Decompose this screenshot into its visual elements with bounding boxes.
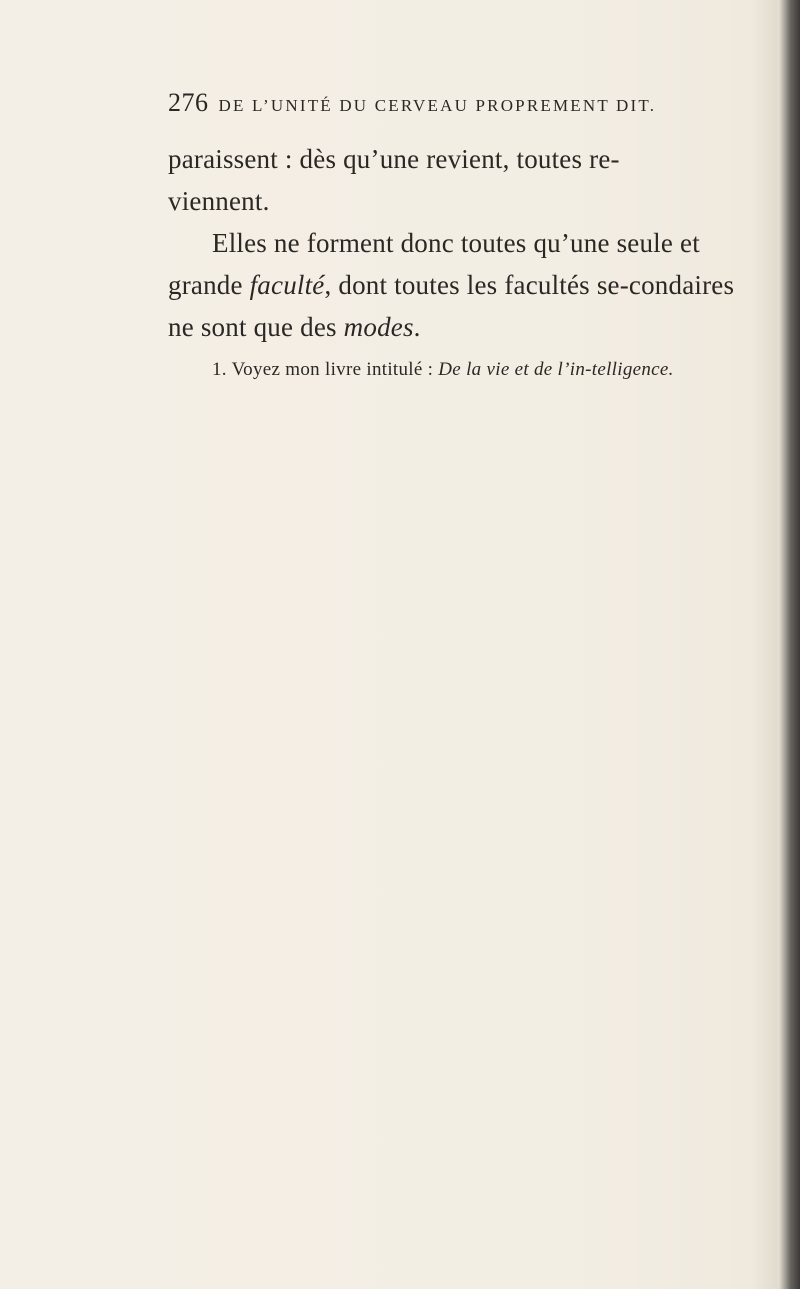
footnote-text-italic: De la vie et de l’in-telligence. — [438, 359, 674, 380]
paragraph-2-modes: modes — [343, 312, 414, 342]
paragraph-2-faculte: faculté — [249, 270, 325, 300]
footnote-paragraph — [168, 356, 738, 384]
body-text — [168, 138, 738, 348]
paragraph-1-line-1: paraissent : dès qu’une revient, toutes re- — [168, 144, 620, 174]
paragraph-1 — [168, 138, 738, 222]
paragraph-2-text-1: Elles ne forment donc toutes qu’une seule et grande — [168, 228, 700, 300]
paragraph-2 — [168, 222, 738, 348]
running-head-title: DE L’UNITÉ DU CERVEAU PROPREMENT DIT. — [218, 96, 657, 115]
running-head — [168, 88, 738, 122]
paragraph-2-text-2: , dont toutes les facultés se-condaires ne sont que des — [168, 270, 735, 342]
paragraph-1-line-2: viennent. — [168, 186, 270, 216]
page-edge-shadow — [779, 0, 800, 1289]
footnote-marker: 1. — [212, 359, 227, 380]
footnote-text-roman: Voyez mon livre intitulé : — [231, 359, 439, 380]
page-number: 276 — [168, 88, 209, 117]
footnote — [168, 356, 738, 384]
paragraph-2-end: . — [413, 312, 421, 342]
